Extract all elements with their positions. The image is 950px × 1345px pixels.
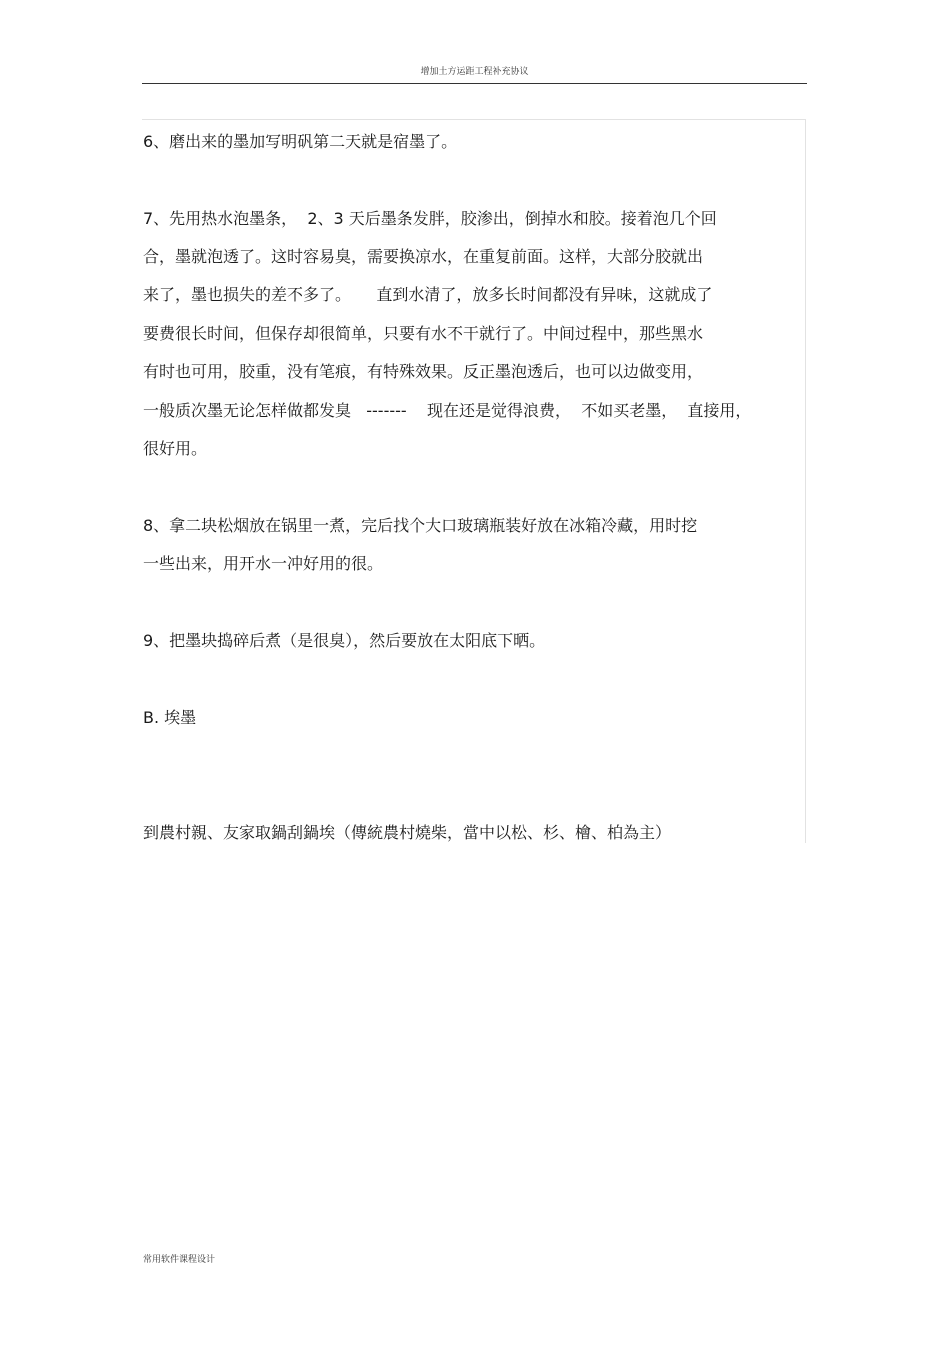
page-header-title: 增加土方运距工程补充协议: [420, 67, 529, 77]
paragraph-8-line-1: 8、拿二块松烟放在锅里一煮，完后找个大口玻璃瓶装好放在冰箱冷藏，用时挖: [143, 516, 698, 535]
paragraph-6-line-1: 6、磨出来的墨加写明矾第二天就是宿墨了。: [143, 132, 458, 151]
paragraph-7-line-1: 7、先用热水泡墨条， 2、3 天后墨条发胖，胶渗出，倒掉水和胶。接着泡几个回: [143, 209, 717, 228]
page-footer: [143, 1254, 215, 1266]
page-header: [142, 66, 807, 84]
paragraph-7-line-6: 一般质次墨无论怎样做都发臭 ------- 现在还是觉得浪费， 不如买老墨， 直接用，: [143, 401, 752, 420]
paragraph-7-line-5: 有时也可用，胶重，没有笔痕，有特殊效果。反正墨泡透后，也可以边做变用，: [143, 362, 704, 381]
paragraph-9-line-1: 9、把墨块捣碎后煮（是很臭），然后要放在太阳底下晒。: [143, 631, 546, 650]
paragraph-7-line-2: 合，墨就泡透了。这时容易臭，需要换凉水，在重复前面。这样，大部分胶就出: [143, 247, 704, 266]
paragraph-7-line-4: 要费很长时间，但保存却很简单，只要有水不干就行了。中间过程中，那些黑水: [143, 324, 704, 343]
paragraph-7-line-7: 很好用。: [143, 439, 208, 458]
section-b-line-1: 到農村親、友家取鍋刮鍋埃（傳統農村燒柴，當中以松、杉、檜、柏為主）: [143, 823, 672, 842]
page-footer-text: 常用软件课程设计: [143, 1255, 216, 1265]
section-heading-b: B. 埃墨: [143, 708, 197, 727]
paragraph-7-line-3: 来了，墨也损失的差不多了。 直到水清了，放多长时间都没有异味，这就成了: [143, 285, 713, 304]
paragraph-8-line-2: 一些出来，用开水一冲好用的很。: [143, 554, 384, 573]
